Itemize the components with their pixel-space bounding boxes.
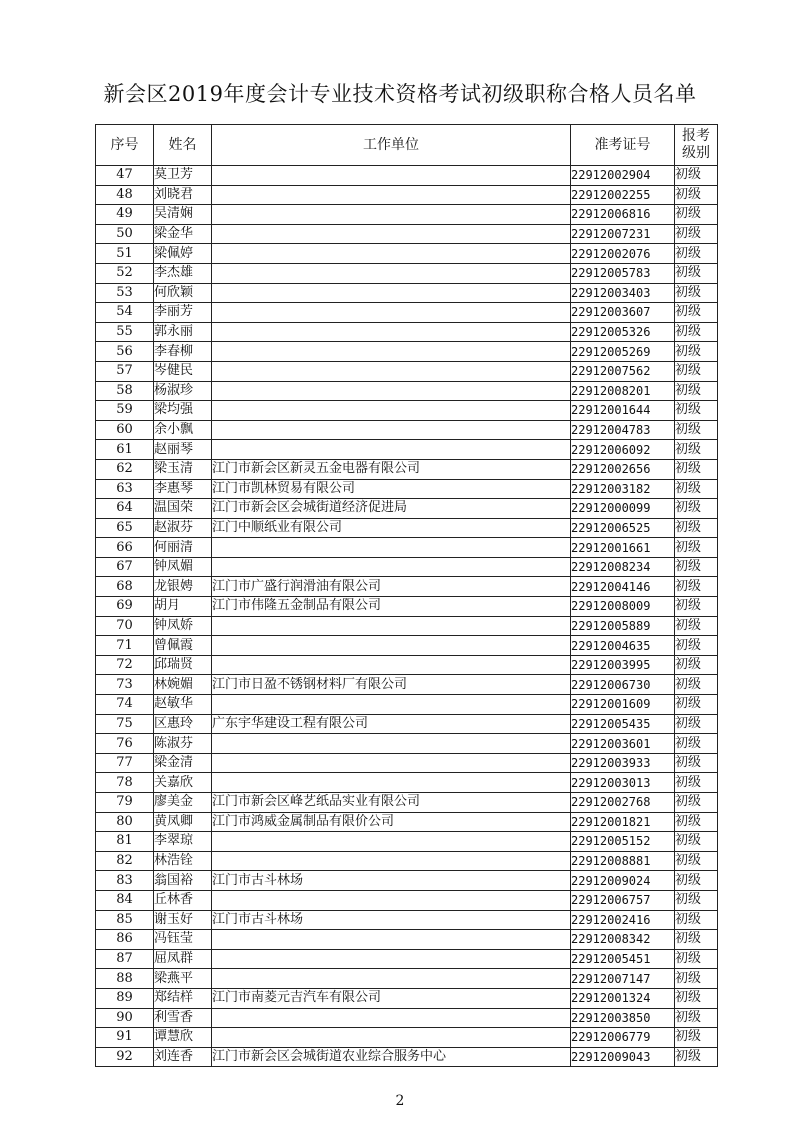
cell-serial-number: 54 <box>96 303 154 323</box>
table-row <box>96 557 718 577</box>
cell-name: 屈凤群 <box>154 949 212 969</box>
cell-name: 温国荣 <box>154 499 212 519</box>
cell-exam-id: 22912006525 <box>571 518 675 538</box>
cell-exam-level: 初级 <box>675 518 718 538</box>
cell-exam-id: 22912003995 <box>571 655 675 675</box>
cell-serial-number: 53 <box>96 283 154 303</box>
cell-exam-id: 22912005152 <box>571 832 675 852</box>
cell-work-unit <box>212 205 571 225</box>
cell-serial-number: 71 <box>96 636 154 656</box>
cell-serial-number: 59 <box>96 401 154 421</box>
cell-exam-level: 初级 <box>675 420 718 440</box>
table-row <box>96 851 718 871</box>
cell-exam-level: 初级 <box>675 1028 718 1048</box>
cell-name: 利雪香 <box>154 1008 212 1028</box>
cell-serial-number: 84 <box>96 890 154 910</box>
cell-exam-level: 初级 <box>675 557 718 577</box>
cell-work-unit <box>212 557 571 577</box>
cell-exam-level: 初级 <box>675 832 718 852</box>
cell-exam-level: 初级 <box>675 714 718 734</box>
table-row <box>96 401 718 421</box>
cell-name: 廖美金 <box>154 793 212 813</box>
cell-exam-level: 初级 <box>675 244 718 264</box>
cell-exam-level: 初级 <box>675 263 718 283</box>
table-row <box>96 695 718 715</box>
cell-exam-id: 22912008881 <box>571 851 675 871</box>
cell-name: 谢玉好 <box>154 910 212 930</box>
cell-exam-id: 22912002416 <box>571 910 675 930</box>
cell-exam-level: 初级 <box>675 910 718 930</box>
cell-name: 何丽清 <box>154 538 212 558</box>
cell-work-unit: 江门市古斗林场 <box>212 871 571 891</box>
cell-name: 郭永丽 <box>154 322 212 342</box>
table-body <box>96 166 718 1067</box>
cell-name: 丘林香 <box>154 890 212 910</box>
cell-exam-id: 22912008234 <box>571 557 675 577</box>
cell-work-unit: 江门市新会区会城街道农业综合服务中心 <box>212 1047 571 1067</box>
cell-exam-id: 22912002904 <box>571 166 675 186</box>
cell-exam-level: 初级 <box>675 675 718 695</box>
cell-exam-level: 初级 <box>675 969 718 989</box>
cell-exam-id: 22912002076 <box>571 244 675 264</box>
table-row <box>96 440 718 460</box>
cell-work-unit <box>212 851 571 871</box>
cell-exam-id: 22912002656 <box>571 459 675 479</box>
cell-exam-id: 22912005326 <box>571 322 675 342</box>
cell-work-unit <box>212 949 571 969</box>
cell-serial-number: 79 <box>96 793 154 813</box>
cell-exam-id: 22912007147 <box>571 969 675 989</box>
table-row <box>96 1028 718 1048</box>
cell-work-unit: 江门市古斗林场 <box>212 910 571 930</box>
cell-serial-number: 67 <box>96 557 154 577</box>
cell-serial-number: 65 <box>96 518 154 538</box>
cell-exam-level: 初级 <box>675 949 718 969</box>
table-row <box>96 793 718 813</box>
cell-exam-level: 初级 <box>675 597 718 617</box>
cell-work-unit <box>212 381 571 401</box>
cell-work-unit <box>212 734 571 754</box>
cell-name: 赵淑芬 <box>154 518 212 538</box>
cell-serial-number: 57 <box>96 361 154 381</box>
cell-exam-level: 初级 <box>675 205 718 225</box>
cell-serial-number: 61 <box>96 440 154 460</box>
cell-work-unit: 江门市新会区峰艺纸品实业有限公司 <box>212 793 571 813</box>
cell-exam-level: 初级 <box>675 166 718 186</box>
table-row <box>96 538 718 558</box>
table-row <box>96 518 718 538</box>
cell-exam-level: 初级 <box>675 401 718 421</box>
cell-exam-level: 初级 <box>675 812 718 832</box>
table-row <box>96 459 718 479</box>
table-row <box>96 577 718 597</box>
table-row <box>96 655 718 675</box>
table-row <box>96 205 718 225</box>
cell-serial-number: 47 <box>96 166 154 186</box>
cell-exam-id: 22912009024 <box>571 871 675 891</box>
cell-work-unit <box>212 440 571 460</box>
cell-work-unit <box>212 753 571 773</box>
cell-exam-id: 22912004635 <box>571 636 675 656</box>
cell-work-unit <box>212 185 571 205</box>
cell-exam-id: 22912003601 <box>571 734 675 754</box>
cell-name: 吴清娴 <box>154 205 212 225</box>
cell-name: 李春柳 <box>154 342 212 362</box>
table-row <box>96 753 718 773</box>
cell-serial-number: 49 <box>96 205 154 225</box>
cell-serial-number: 86 <box>96 930 154 950</box>
cell-exam-level: 初级 <box>675 1047 718 1067</box>
cell-work-unit <box>212 244 571 264</box>
cell-exam-id: 22912001324 <box>571 988 675 1008</box>
cell-serial-number: 77 <box>96 753 154 773</box>
table-row <box>96 361 718 381</box>
cell-name: 岑健民 <box>154 361 212 381</box>
cell-name: 莫卫芳 <box>154 166 212 186</box>
cell-exam-id: 22912003850 <box>571 1008 675 1028</box>
table-row <box>96 166 718 186</box>
cell-serial-number: 56 <box>96 342 154 362</box>
table-row <box>96 675 718 695</box>
cell-exam-level: 初级 <box>675 734 718 754</box>
cell-serial-number: 69 <box>96 597 154 617</box>
cell-serial-number: 73 <box>96 675 154 695</box>
cell-exam-id: 22912005435 <box>571 714 675 734</box>
cell-name: 翁国裕 <box>154 871 212 891</box>
cell-exam-level: 初级 <box>675 479 718 499</box>
cell-exam-id: 22912007231 <box>571 224 675 244</box>
cell-work-unit <box>212 342 571 362</box>
cell-exam-id: 22912001661 <box>571 538 675 558</box>
cell-name: 刘晓君 <box>154 185 212 205</box>
cell-serial-number: 85 <box>96 910 154 930</box>
cell-work-unit <box>212 616 571 636</box>
cell-work-unit: 江门市新会区会城街道经济促进局 <box>212 499 571 519</box>
cell-exam-level: 初级 <box>675 577 718 597</box>
cell-serial-number: 83 <box>96 871 154 891</box>
cell-work-unit <box>212 1008 571 1028</box>
cell-exam-id: 22912001609 <box>571 695 675 715</box>
cell-exam-level: 初级 <box>675 224 718 244</box>
table-row <box>96 890 718 910</box>
table-row <box>96 949 718 969</box>
cell-exam-level: 初级 <box>675 793 718 813</box>
table-row <box>96 988 718 1008</box>
cell-work-unit: 江门市日盈不锈钢材料厂有限公司 <box>212 675 571 695</box>
cell-work-unit <box>212 773 571 793</box>
cell-work-unit: 江门市鸿威金属制品有限价公司 <box>212 812 571 832</box>
cell-exam-id: 22912005451 <box>571 949 675 969</box>
cell-name: 关嘉欣 <box>154 773 212 793</box>
cell-serial-number: 74 <box>96 695 154 715</box>
cell-name: 刘连香 <box>154 1047 212 1067</box>
cell-exam-level: 初级 <box>675 616 718 636</box>
cell-work-unit <box>212 224 571 244</box>
table-row <box>96 244 718 264</box>
table-row <box>96 342 718 362</box>
cell-work-unit <box>212 969 571 989</box>
cell-name: 李翠琼 <box>154 832 212 852</box>
cell-serial-number: 51 <box>96 244 154 264</box>
cell-exam-level: 初级 <box>675 283 718 303</box>
cell-exam-level: 初级 <box>675 695 718 715</box>
cell-work-unit: 江门中顺纸业有限公司 <box>212 518 571 538</box>
qualified-personnel-table <box>95 124 718 1067</box>
header-work-unit: 工作单位 <box>212 125 571 166</box>
cell-serial-number: 78 <box>96 773 154 793</box>
cell-exam-level: 初级 <box>675 342 718 362</box>
cell-name: 梁金华 <box>154 224 212 244</box>
cell-name: 林婉媚 <box>154 675 212 695</box>
cell-work-unit <box>212 655 571 675</box>
table-row <box>96 871 718 891</box>
cell-exam-level: 初级 <box>675 499 718 519</box>
cell-name: 谭慧欣 <box>154 1028 212 1048</box>
table-header <box>96 125 718 166</box>
cell-work-unit <box>212 283 571 303</box>
page-number: 2 <box>395 1093 405 1109</box>
table-row <box>96 1047 718 1067</box>
cell-work-unit <box>212 401 571 421</box>
cell-name: 梁玉清 <box>154 459 212 479</box>
cell-name: 林浩铨 <box>154 851 212 871</box>
table-row <box>96 930 718 950</box>
cell-exam-id: 22912005269 <box>571 342 675 362</box>
cell-name: 赵丽琴 <box>154 440 212 460</box>
cell-exam-id: 22912006779 <box>571 1028 675 1048</box>
cell-work-unit <box>212 263 571 283</box>
table-row <box>96 1008 718 1028</box>
table-row <box>96 714 718 734</box>
cell-exam-id: 22912003182 <box>571 479 675 499</box>
table-row <box>96 420 718 440</box>
cell-exam-level: 初级 <box>675 538 718 558</box>
cell-name: 余小飘 <box>154 420 212 440</box>
header-name: 姓名 <box>154 125 212 166</box>
cell-serial-number: 63 <box>96 479 154 499</box>
cell-name: 梁均强 <box>154 401 212 421</box>
cell-name: 邱瑞贤 <box>154 655 212 675</box>
cell-exam-level: 初级 <box>675 381 718 401</box>
cell-serial-number: 80 <box>96 812 154 832</box>
cell-exam-id: 22912004146 <box>571 577 675 597</box>
cell-work-unit <box>212 420 571 440</box>
cell-work-unit: 江门市南菱元吉汽车有限公司 <box>212 988 571 1008</box>
cell-exam-level: 初级 <box>675 871 718 891</box>
cell-exam-id: 22912003607 <box>571 303 675 323</box>
cell-work-unit: 广东宇华建设工程有限公司 <box>212 714 571 734</box>
cell-work-unit <box>212 361 571 381</box>
cell-exam-level: 初级 <box>675 988 718 1008</box>
cell-serial-number: 88 <box>96 969 154 989</box>
cell-work-unit <box>212 832 571 852</box>
cell-work-unit <box>212 930 571 950</box>
cell-serial-number: 58 <box>96 381 154 401</box>
header-exam-level-line1: 报考 <box>682 128 710 144</box>
table-row <box>96 224 718 244</box>
document-title: 新会区2019年度会计专业技术资格考试初级职称合格人员名单 <box>103 82 697 106</box>
cell-exam-id: 22912006816 <box>571 205 675 225</box>
cell-work-unit <box>212 303 571 323</box>
table-row <box>96 303 718 323</box>
table-row <box>96 812 718 832</box>
cell-serial-number: 60 <box>96 420 154 440</box>
cell-name: 李惠琴 <box>154 479 212 499</box>
cell-work-unit <box>212 322 571 342</box>
cell-serial-number: 90 <box>96 1008 154 1028</box>
cell-serial-number: 91 <box>96 1028 154 1048</box>
header-exam-id: 准考证号 <box>571 125 675 166</box>
cell-name: 钟凤娇 <box>154 616 212 636</box>
cell-name: 梁金清 <box>154 753 212 773</box>
cell-exam-level: 初级 <box>675 459 718 479</box>
cell-serial-number: 48 <box>96 185 154 205</box>
cell-serial-number: 70 <box>96 616 154 636</box>
cell-name: 梁燕平 <box>154 969 212 989</box>
cell-exam-level: 初级 <box>675 361 718 381</box>
table-row <box>96 910 718 930</box>
cell-serial-number: 87 <box>96 949 154 969</box>
cell-name: 龙银娉 <box>154 577 212 597</box>
cell-name: 冯钰莹 <box>154 930 212 950</box>
cell-serial-number: 89 <box>96 988 154 1008</box>
cell-serial-number: 64 <box>96 499 154 519</box>
cell-exam-id: 22912003013 <box>571 773 675 793</box>
cell-name: 李杰雄 <box>154 263 212 283</box>
table-row <box>96 832 718 852</box>
cell-name: 陈淑芬 <box>154 734 212 754</box>
cell-name: 郑结样 <box>154 988 212 1008</box>
cell-exam-level: 初级 <box>675 890 718 910</box>
cell-serial-number: 68 <box>96 577 154 597</box>
cell-exam-id: 22912004783 <box>571 420 675 440</box>
cell-exam-level: 初级 <box>675 773 718 793</box>
table-row <box>96 263 718 283</box>
table-row <box>96 322 718 342</box>
cell-exam-id: 22912009043 <box>571 1047 675 1067</box>
cell-name: 梁佩婷 <box>154 244 212 264</box>
cell-name: 杨淑珍 <box>154 381 212 401</box>
table-row <box>96 479 718 499</box>
cell-serial-number: 82 <box>96 851 154 871</box>
cell-exam-level: 初级 <box>675 440 718 460</box>
cell-exam-id: 22912008009 <box>571 597 675 617</box>
cell-exam-level: 初级 <box>675 303 718 323</box>
cell-exam-id: 22912000099 <box>571 499 675 519</box>
cell-exam-level: 初级 <box>675 930 718 950</box>
header-exam-level-line2: 级别 <box>682 145 710 161</box>
cell-exam-id: 22912005889 <box>571 616 675 636</box>
cell-name: 李丽芳 <box>154 303 212 323</box>
cell-exam-id: 22912008342 <box>571 930 675 950</box>
cell-serial-number: 52 <box>96 263 154 283</box>
cell-serial-number: 62 <box>96 459 154 479</box>
table-row <box>96 381 718 401</box>
cell-exam-level: 初级 <box>675 753 718 773</box>
cell-exam-id: 22912003933 <box>571 753 675 773</box>
cell-name: 胡月 <box>154 597 212 617</box>
cell-exam-id: 22912006730 <box>571 675 675 695</box>
cell-exam-level: 初级 <box>675 851 718 871</box>
cell-serial-number: 75 <box>96 714 154 734</box>
table-row <box>96 499 718 519</box>
table-row <box>96 773 718 793</box>
table-row <box>96 734 718 754</box>
cell-serial-number: 50 <box>96 224 154 244</box>
cell-serial-number: 66 <box>96 538 154 558</box>
cell-work-unit <box>212 166 571 186</box>
cell-name: 钟凤媚 <box>154 557 212 577</box>
cell-work-unit: 江门市凯林贸易有限公司 <box>212 479 571 499</box>
cell-name: 曾佩霞 <box>154 636 212 656</box>
cell-name: 何欣颖 <box>154 283 212 303</box>
cell-name: 区惠玲 <box>154 714 212 734</box>
cell-exam-level: 初级 <box>675 1008 718 1028</box>
table-row <box>96 185 718 205</box>
table-row <box>96 597 718 617</box>
cell-work-unit <box>212 636 571 656</box>
cell-work-unit <box>212 695 571 715</box>
cell-name: 赵敏华 <box>154 695 212 715</box>
table-row <box>96 283 718 303</box>
cell-work-unit: 江门市新会区新灵五金电器有限公司 <box>212 459 571 479</box>
cell-name: 黄凤卿 <box>154 812 212 832</box>
cell-exam-id: 22912008201 <box>571 381 675 401</box>
cell-exam-level: 初级 <box>675 636 718 656</box>
cell-work-unit: 江门市广盛行润滑油有限公司 <box>212 577 571 597</box>
cell-exam-level: 初级 <box>675 185 718 205</box>
cell-exam-id: 22912001644 <box>571 401 675 421</box>
cell-serial-number: 76 <box>96 734 154 754</box>
cell-exam-id: 22912002768 <box>571 793 675 813</box>
cell-serial-number: 55 <box>96 322 154 342</box>
table-row <box>96 636 718 656</box>
cell-serial-number: 92 <box>96 1047 154 1067</box>
header-exam-level <box>675 125 718 166</box>
cell-exam-id: 22912002255 <box>571 185 675 205</box>
table-row <box>96 616 718 636</box>
cell-exam-id: 22912001821 <box>571 812 675 832</box>
cell-serial-number: 81 <box>96 832 154 852</box>
cell-exam-level: 初级 <box>675 655 718 675</box>
cell-exam-id: 22912006092 <box>571 440 675 460</box>
cell-work-unit: 江门市伟隆五金制品有限公司 <box>212 597 571 617</box>
header-serial-number: 序号 <box>96 125 154 166</box>
cell-serial-number: 72 <box>96 655 154 675</box>
cell-work-unit <box>212 538 571 558</box>
cell-exam-id: 22912005783 <box>571 263 675 283</box>
cell-work-unit <box>212 890 571 910</box>
table-row <box>96 969 718 989</box>
cell-exam-id: 22912007562 <box>571 361 675 381</box>
cell-exam-id: 22912003403 <box>571 283 675 303</box>
cell-exam-id: 22912006757 <box>571 890 675 910</box>
header-row <box>96 125 718 166</box>
cell-exam-level: 初级 <box>675 322 718 342</box>
cell-work-unit <box>212 1028 571 1048</box>
